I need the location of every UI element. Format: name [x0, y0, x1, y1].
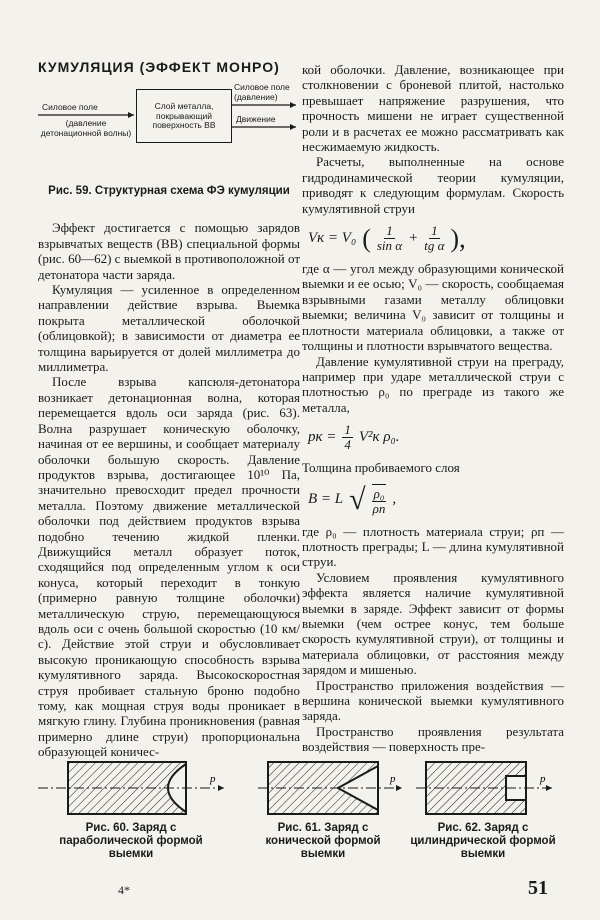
- fig60-p-label: p: [210, 773, 216, 785]
- fig60-drawing: [38, 762, 224, 814]
- fig62-caption: Рис. 62. Заряд с цилиндрической формой выемки: [410, 822, 556, 860]
- left-paragraph-1: Эффект достигается с помощью зарядов взрывчатых веществ (ВВ) специальной формы (рис. 60—62) с выемкой в противоположной от детонатора части заряда.: [38, 220, 300, 282]
- formula-velocity: Vк = V₀ ( $\frac{1}{\text{sin α}}$ + $\frac{1}{\text{tg α}}$ ),: [308, 223, 466, 254]
- fig59-scheme: [38, 81, 300, 177]
- right-paragraph-4: Давление кумулятивной струи на преграду, например при ударе металлической струи с плотностью ρ₀ по преграде из такого же металла,: [302, 353, 564, 415]
- right-paragraph-6: где ρ₀ — плотность материала струи; ρп — плотность преграды; L — длина кумулятивной струи.: [302, 523, 564, 570]
- page-signature-mark: 4*: [118, 883, 130, 897]
- formula-pressure-rest: V²к ρ₀.: [358, 428, 400, 445]
- formula-velocity-lhs: Vк = V₀: [308, 229, 357, 246]
- right-paragraph-8: Пространство приложения воздействия — вершина конической выемки кумулятивного заряда.: [302, 677, 564, 724]
- formula-velocity-den2: tg α: [424, 238, 445, 254]
- right-paragraph-2: Расчеты, выполненные на основе гидродинамической теории кумуляции, приводят к следующим формулам. Скорость кумулятивной струи: [302, 154, 564, 216]
- scheme-right-top: Силовое поле (давление): [234, 82, 290, 102]
- formula-pressure: [308, 423, 564, 452]
- formula-velocity-num1: 1: [386, 223, 393, 239]
- scheme-right-bottom: Движение: [236, 114, 276, 125]
- right-paragraph-9: Пространство проявления результата воздействия — поверхность пре-: [302, 723, 564, 755]
- formula-pressure-den: 4: [344, 437, 351, 453]
- scheme-box: [136, 89, 232, 143]
- figures-row: [38, 752, 568, 872]
- formula-pressure-lhs: pк =: [308, 428, 337, 445]
- left-column: [38, 60, 300, 760]
- fig59-caption: Рис. 59. Структурная схема ФЭ кумуляции: [48, 185, 290, 198]
- left-paragraph-3: После взрыва капсюля-детонатора возникает детонационная волна, которая перемещается вдоль оси заряда (рис. 63). Волна разрушает коническую оболочку, начиная от ее вершины, и сообщает материалу оболочки большую скорость. Давление продуктов взрыва, достигающее 10¹⁰ Па, значительно превосходит предел прочности металла. Поэтому движение металлической оболочки под действием продуктов взрыва подобно течению жидкой пленки. Движущийся металл образует поток, сходящийся под определенным углом к оси конуса, который переходит в тонкую (примерно равную толщине оболочки) металлическую струю, перемещающуюся вдоль оси с очень большой скоростью (10 км/с). Действие этой струи и обусловливает высокую проникающую способность взрыва кумулятивного заряда. Высокоскоростная струя пробивает стальную броню подобно тому, как мощная струя воды проникает в мягкую глину. Глубина проникновения (равная примерно длине струи) пропорциональна образующей коничес-: [38, 374, 300, 760]
- formula-velocity-den1: sin α: [376, 238, 403, 254]
- sqrt-sign: √: [349, 482, 366, 516]
- fig61-p-label: p: [390, 773, 396, 785]
- right-paragraph-7: Условием проявления кумулятивного эффекта является наличие кумулятивной выемки в заряде. Эффект зависит от формы выемки (чем острее конус, тем больше скорость кумулятивной струи), от толщины и материала облицовки, от расстояния между зарядом и мишенью.: [302, 569, 564, 678]
- formula-thickness-den: ρп: [372, 500, 386, 516]
- scheme-left-top: Силовое поле: [42, 102, 98, 113]
- section-heading: КУМУЛЯЦИЯ (ЭФФЕКТ МОНРО): [38, 59, 280, 75]
- page-number: 51: [528, 877, 548, 899]
- formula-thickness-lhs: B = L: [308, 490, 344, 507]
- fig60-caption: Рис. 60. Заряд с параболической формой выемки: [59, 822, 203, 860]
- fig61-drawing: [258, 762, 402, 814]
- fig62-p-label: p: [540, 773, 546, 785]
- scheme-left-bottom: (давление детонационной волны): [40, 118, 132, 138]
- right-paragraph-5: Толщина пробиваемого слоя: [302, 460, 460, 476]
- formula-thickness-num: ρ₀: [373, 485, 385, 501]
- formula-velocity-num2: 1: [431, 223, 438, 239]
- scheme-box-label: Слой металла, покрывающий поверхность ВВ: [152, 101, 216, 131]
- formula-thickness: B = L √ $\frac{\text{ρ₀}}{\rho п}$ ,: [308, 482, 397, 516]
- left-paragraph-2: Кумуляция — усиленное в определенном направлении действие взрыва. Выемка покрыта металлической оболочкой (облицовкой); в зависимости от диаметра ее толщина варьируется от долей миллиметра до миллиметра.: [38, 282, 300, 375]
- right-paragraph-3: где α — угол между образующими конической выемки и ее осью; V₀ — скорость, сообщаемая взрывными газами металлу облицовки выемки; величина V₀ зависит от толщины и плотности материала облицовки, а также от толщины и плотности взрывчатого вещества.: [302, 261, 564, 354]
- formula-pressure-num: 1: [344, 422, 351, 438]
- right-paragraph-1: кой оболочки. Давление, возникающее при столкновении с броневой плитой, настолько превышает напряжение разрушения, что прочность мишени не играет существенной роли и в расчетах ее можно рассматривать как несжимаемую жидкость.: [302, 62, 564, 155]
- figures-drawings: [38, 752, 568, 822]
- formula-velocity-plus: +: [408, 229, 419, 246]
- fig62-drawing: [416, 762, 552, 814]
- right-column: [302, 62, 564, 755]
- fig61-caption: Рис. 61. Заряд с конической формой выемки: [265, 822, 381, 860]
